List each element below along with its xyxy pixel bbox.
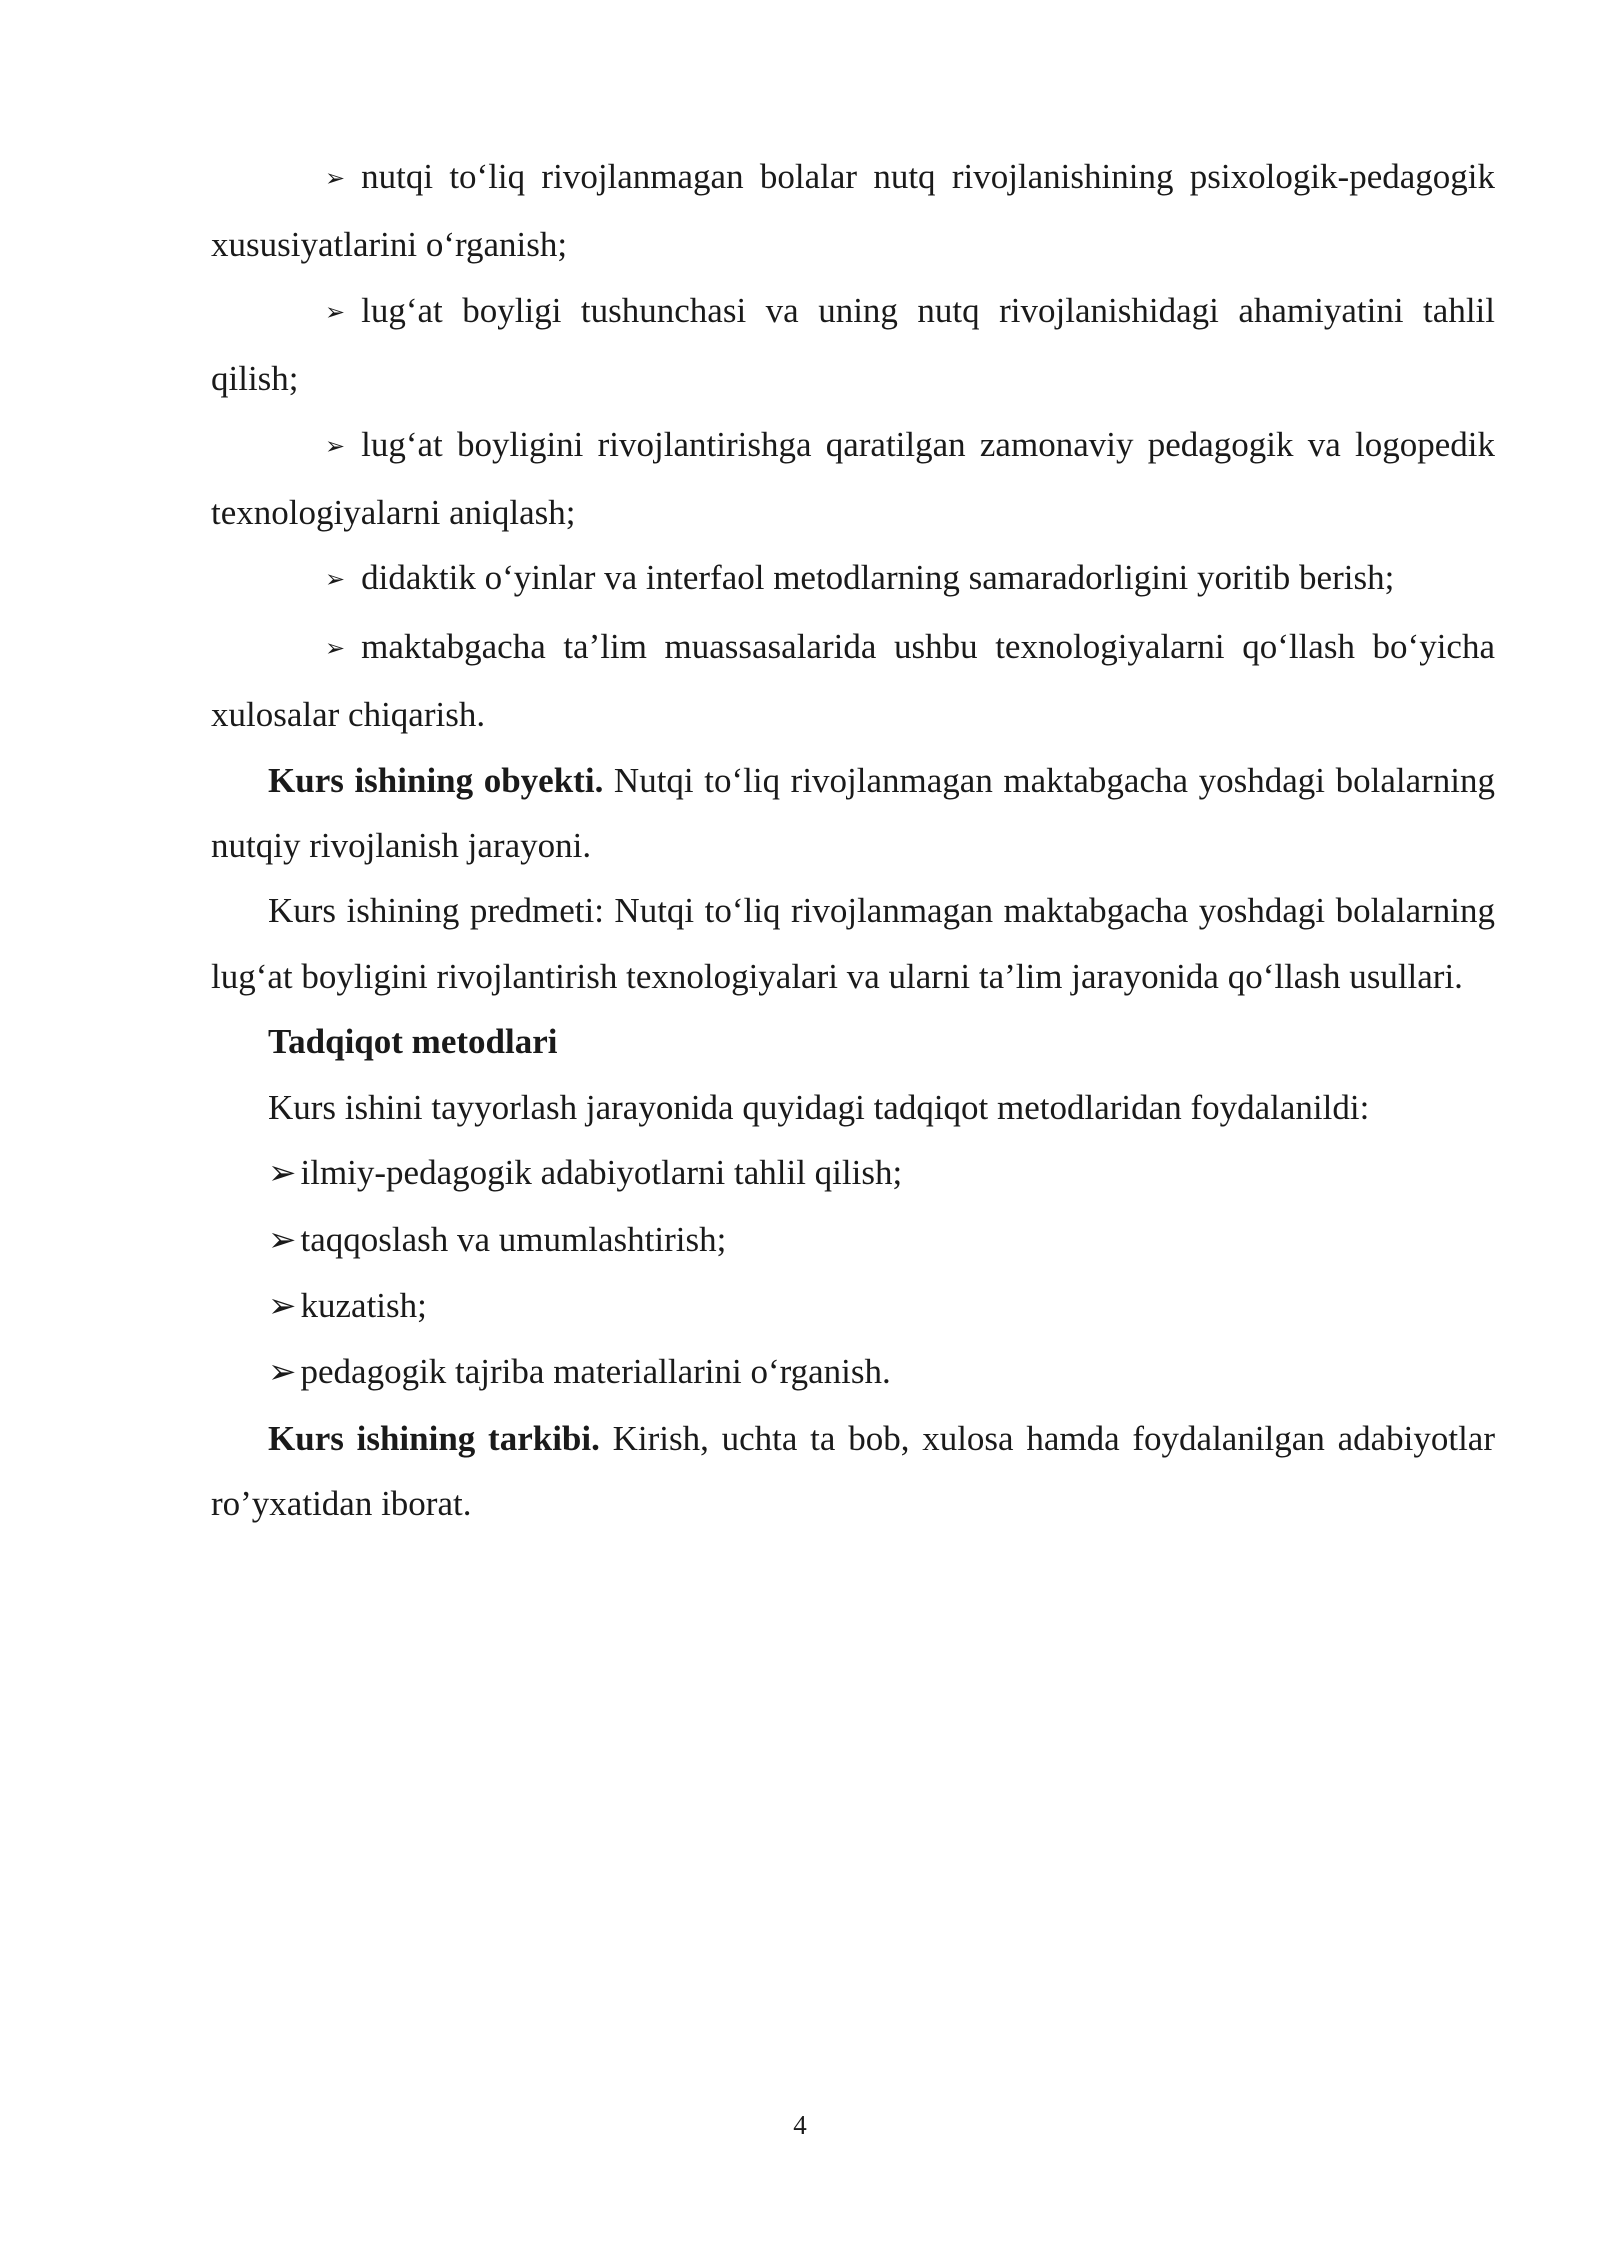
methods-heading: Tadqiqot metodlari: [268, 1022, 558, 1062]
goal-text: maktabgacha ta’lim muassasalarida ushbu texnologiyalarni qo‘llash bo‘yicha xulosalar chiqarish.: [211, 626, 1495, 735]
page-number: 4: [793, 2110, 807, 2140]
arrow-bullet-icon: ➢: [325, 166, 346, 192]
page-content: [211, 144, 1495, 1537]
goal-item: [211, 278, 1495, 412]
goal-item: [211, 144, 1495, 278]
arrow-bullet-icon: ➢: [325, 433, 346, 460]
goal-item: [211, 614, 1495, 748]
goal-text: lug‘at boyligini rivojlantirishga qaratilgan zamonaviy pedagogik va logopedik texnologiyalarni aniqlash;: [211, 424, 1495, 533]
structure-text: Kirish, uchta ta bob, xulosa hamda foydalanilgan adabiyotlar ro’yxatidan iborat.: [211, 1418, 1496, 1524]
goal-item: [211, 545, 1495, 613]
structure-paragraph: [211, 1406, 1495, 1537]
method-item: [211, 1140, 1495, 1206]
goal-item: [211, 412, 1495, 546]
method-text: pedagogik tajriba materiallarini o‘rganish.: [300, 1352, 891, 1392]
methods-intro: Kurs ishini tayyorlash jarayonida quyidagi tadqiqot metodlaridan foydalanildi:: [268, 1087, 1370, 1127]
arrow-bullet-icon: ➢: [325, 635, 346, 662]
method-item: [211, 1273, 1495, 1339]
subject-paragraph: [211, 878, 1495, 1009]
method-text: taqqoslash va umumlashtirish;: [300, 1219, 727, 1259]
arrow-bullet-icon: ➢: [268, 1287, 297, 1325]
object-label: Kurs ishining obyekti.: [268, 760, 604, 800]
arrow-bullet-icon: ➢: [268, 1221, 297, 1259]
goal-text: didaktik o‘yinlar va interfaol metodlarning samaradorligini yoritib berish;: [361, 558, 1395, 598]
arrow-bullet-icon: ➢: [325, 299, 346, 326]
method-text: ilmiy-pedagogik adabiyotlarni tahlil qilish;: [300, 1153, 903, 1193]
arrow-bullet-icon: ➢: [325, 567, 346, 594]
structure-label: Kurs ishining tarkibi.: [268, 1418, 600, 1458]
arrow-bullet-icon: ➢: [268, 1155, 297, 1193]
method-text: kuzatish;: [300, 1285, 427, 1325]
object-paragraph: [211, 748, 1495, 879]
method-item: [211, 1339, 1495, 1405]
goal-text: lug‘at boyligi tushunchasi va uning nutq rivojlanishidagi ahamiyatini tahlil qilish;: [211, 290, 1495, 399]
subject-text: Kurs ishining predmeti: Nutqi to‘liq rivojlanmagan maktabgacha yoshdagi bolalarning lug‘at boyligini rivojlantirish texnologiyalari va ularni ta’lim jarayonida qo‘llash usullari.: [211, 891, 1495, 996]
object-text: Nutqi to‘liq rivojlanmagan maktabgacha yoshdagi bolalarning nutqiy rivojlanish jarayoni.: [211, 760, 1495, 866]
goal-text: nutqi to‘liq rivojlanmagan bolalar nutq rivojlanishining psixologik-pedagogik xususiyatlarini o‘rganish;: [211, 157, 1495, 265]
arrow-bullet-icon: ➢: [268, 1354, 297, 1392]
method-item: [211, 1207, 1495, 1273]
